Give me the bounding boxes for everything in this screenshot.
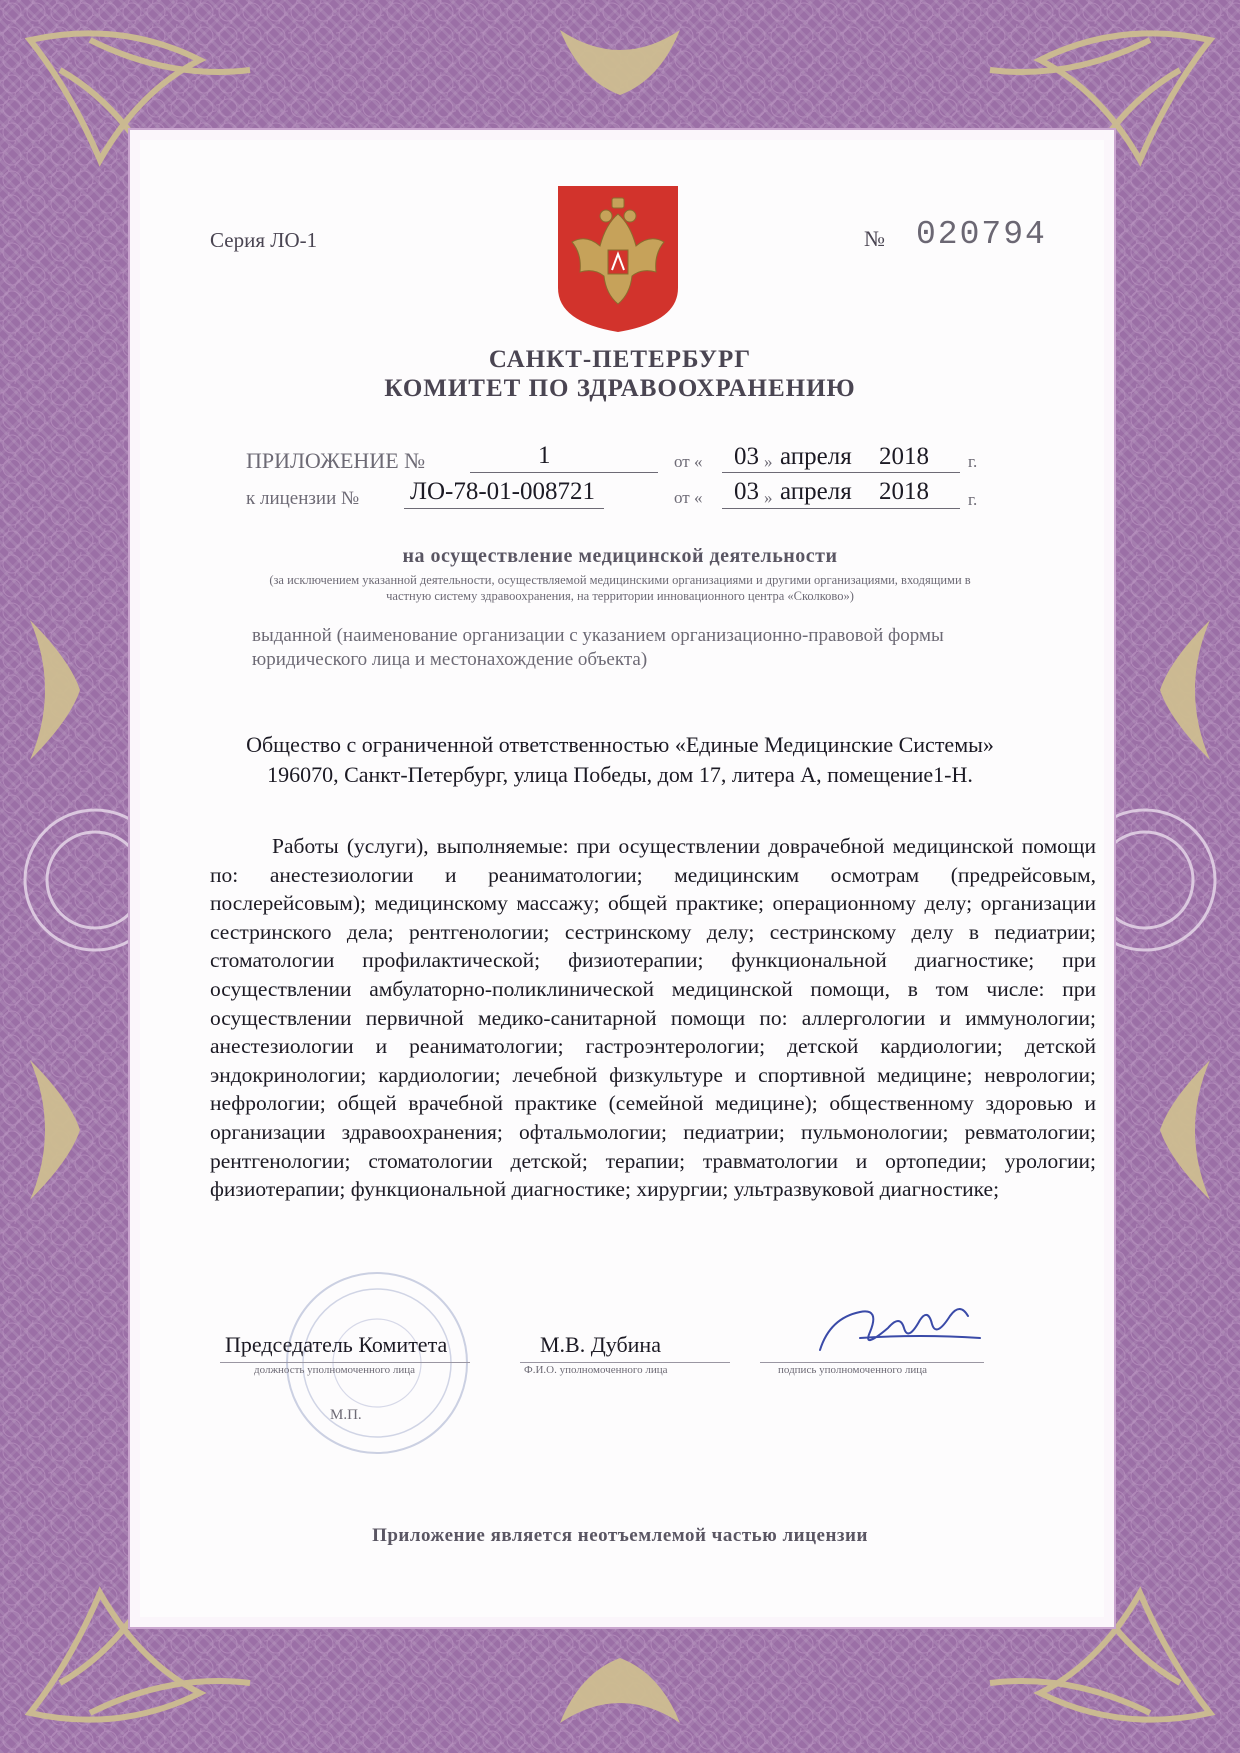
license-number: ЛО-78-01-008721 [410,478,595,505]
signatory-position: Председатель Комитета [225,1332,448,1357]
issuing-city: САНКТ-ПЕТЕРБУРГ [488,346,752,373]
license-year: 2018 [879,478,929,505]
license-day-close: » [764,488,773,507]
issuing-committee: КОМИТЕТ ПО ЗДРАВООХРАНЕНИЮ [384,375,856,402]
appendix-month: апреля [780,443,852,470]
appendix-year-suffix: г. [968,452,978,471]
signature-caption: подпись уполномоченного лица [778,1364,927,1376]
appendix-date-underline [722,472,960,473]
footer-note: Приложение является неотъемлемой частью лицензии [372,1525,868,1546]
name-underline [520,1362,730,1363]
appendix-number-underline [470,472,658,473]
works-list: Работы (услуги), выполняемые: при осуществлении доврачебной медицинской помощи по: анестезиологии и реаниматологии; медицинским осмотрам (предрейсовым, послерейсовым); медицинскому массажу; общей практике; операционному делу; организации сестринского дела; рентгенологии; сестринскому делу; сестринскому делу в педиатрии; стоматологии профилактической; физиотерапии; функциональной диагностике; при осуществлении амбулаторно-поликлинической медицинской помощи, в том числе: при осуществлении первичной медико-санитарной помощи по: аллергологии и иммунологии; анестезиологии и реаниматологии; гастроэнтерологии; детской кардиологии; детской эндокринологии; кардиологии; лечебной физкультуре и спортивной медицине; неврологии; нефрологии; общей врачебной практике (семейной медицине); общественному здоровью и организации здравоохранения; офтальмологии; педиатрии; пульмонологии; ревматологии; рентгенологии; стоматологии детской; терапии; травматологии и ортопедии; урологии; физиотерапии; функциональной диагностике; хирургии; ультразвуковой диагностике; [210,834,1096,1202]
organization-block [0,730,1240,790]
license-day: 03 [734,478,759,505]
exclusion-note: (за исключением указанной деятельности, осуществляемой медицинскими организациями и другими организациями, входящими в частную систему здравоохранения, на территории инновационного центра «Сколково») [269,573,971,603]
activity-title: на осуществление медицинской деятельности [402,545,838,567]
license-month: апреля [780,478,852,505]
signatory-name: М.В. Дубина [540,1332,661,1357]
position-caption: должность уполномоченного лица [254,1364,416,1376]
appendix-day: 03 [734,443,759,470]
organization-address: 196070, Санкт-Петербург, улица Победы, дом 17, литера А, помещение1-Н. [267,762,973,787]
coat-of-arms-icon [556,184,680,334]
handwritten-signature [800,1298,990,1358]
signature-underline [760,1362,984,1363]
issued-to-label: выданной (наименование организации с указанием организационно-правовой формы юридического лица и местонахождение объекта) [252,625,944,670]
organization-name: Общество с ограниченной ответственностью «Единые Медицинские Системы» [246,732,994,757]
license-date-underline [722,508,960,509]
license-number-underline [404,508,604,509]
appendix-label: ПРИЛОЖЕНИЕ № [246,448,426,473]
seal-place-label: М.П. [330,1407,362,1423]
appendix-day-close: » [764,452,773,471]
number-label: № [864,226,885,251]
license-label: к лицензии № [246,488,360,509]
appendix-number: 1 [538,442,551,469]
seal-stamp [282,1268,472,1458]
license-year-suffix: г. [968,490,978,509]
appendix-date-prefix: от « [674,452,703,471]
license-date-prefix: от « [674,488,703,507]
form-number: 020794 [916,216,1047,253]
appendix-year: 2018 [879,443,929,470]
document-series: Серия ЛО-1 [210,228,318,252]
name-caption: Ф.И.О. уполномоченного лица [524,1364,668,1376]
position-underline [220,1362,470,1363]
